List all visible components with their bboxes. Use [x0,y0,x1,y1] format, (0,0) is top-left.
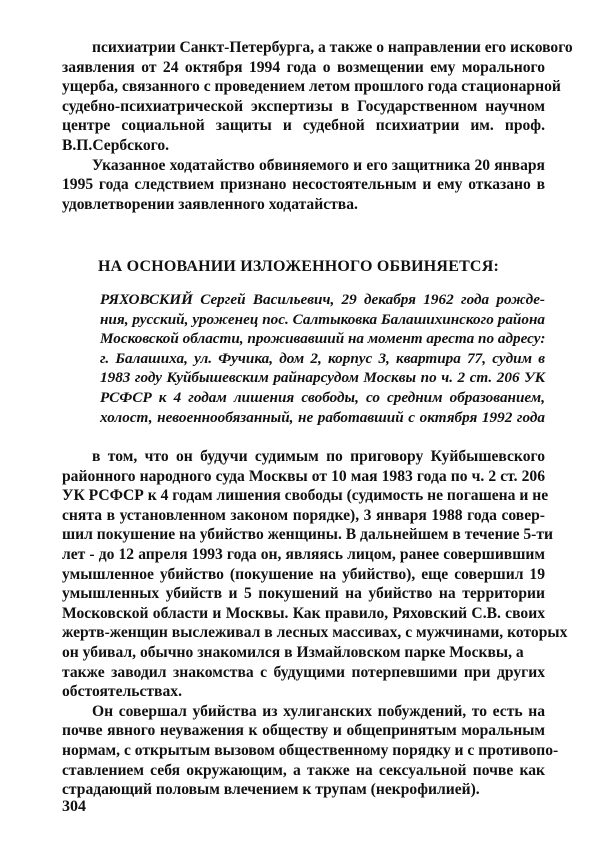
text-line: снята в установленном законом порядке), 3 января 1988 года совер- [62,506,545,524]
text-line: жертв-женщин выслеживал в лесных массивах, с мужчинами, которых [62,624,568,642]
text-line: ставлением себя окружающим, а также на сексуальной почве как [62,761,545,779]
text-line: умышленных убийств и 5 покушений на убийство на территории [62,585,545,603]
text-line: В.П.Сербского. [62,136,170,154]
text-line: районного народного суда Москвы от 10 мая 1983 года по ч. 2 ст. 206 [62,467,545,485]
text-line: Московской области, проживавший на момент ареста по адресу: [100,330,546,348]
text-line: судебно-психиатрической экспертизы в Государственном научном [62,97,545,115]
text-line: УК РСФСР к 4 годам лишения свободы (судимость не погашена и не [62,487,549,505]
intro-text [62,38,573,214]
text-line: 1983 году Куйбышевским райнарсудом Москвы по ч. 2 ст. 206 УК [100,369,545,387]
text-line: умышленное убийство (покушение на убийство), еще совершил 19 [62,565,545,583]
text-line: заявления от 24 октября 1994 года о возмещении ему морального [62,58,545,76]
section-heading: НА ОСНОВАНИИ ИЗЛОЖЕННОГО ОБВИНЯЕТСЯ: [98,258,499,275]
charge-text [62,447,568,800]
text-line: страдающий половым влечением к трупам (некрофилией). [62,781,480,799]
text-line: удовлетворении заявленного ходатайства. [62,195,358,213]
text-line: Он совершал убийства из хулиганских побуждений, то есть на [92,702,545,720]
text-line: психиатрии Санкт-Петербурга, а также о направлении его искового [92,39,573,56]
text-line: в том, что он будучи судимым по приговору Куйбышевского [92,448,545,465]
text-line: нормам, с открытым вызовом общественному порядку и с противопо- [62,741,559,759]
text-line: он убивал, обычно знакомился в Измайловском парке Москвы, а [62,643,524,661]
text-line: ущерба, связанного с проведением летом прошлого года стационарной [62,78,561,96]
text-line: шил покушение на убийство женщины. В дальнейшем в течение 5-ти [62,526,554,544]
text-line: Указанное ходатайство обвиняемого и его защитника 20 января [92,156,545,174]
text-line: лет - до 12 апреля 1993 года он, являясь лицом, ранее совершившим [62,545,545,563]
text-line: 1995 года следствием признано несостоятельным и ему отказано в [62,176,545,194]
accused-description [100,290,545,427]
text-line: центре социальной защиты и судебной психиатрии им. проф. [62,117,545,135]
text-line: также заводил знакомства с будущими потерпевшими при других [62,663,545,681]
text-line: Московской области и Москвы. Как правило, Ряховский С.В. своих [62,604,545,622]
text-line: РСФСР к 4 годам лишения свободы, со средним образованием, [100,388,545,406]
text-line: РЯХОВСКИЙ Сергей Васильевич, 29 декабря 1962 года рожде- [100,291,545,308]
text-line: ния, русский, уроженец пос. Салтыковка Балашихинского района [100,310,545,328]
text-line: обстоятельствах. [62,683,182,701]
text-line: почве явного неуважения к обществу и общепринятым моральным [62,722,545,740]
page-number: 304 [62,798,86,815]
text-line: холост, невоеннообязанный, не работавший с октября 1992 года [100,408,545,426]
text-line: г. Балашиха, ул. Фучика, дом 2, корпус 3, квартира 77, судим в [100,349,545,367]
